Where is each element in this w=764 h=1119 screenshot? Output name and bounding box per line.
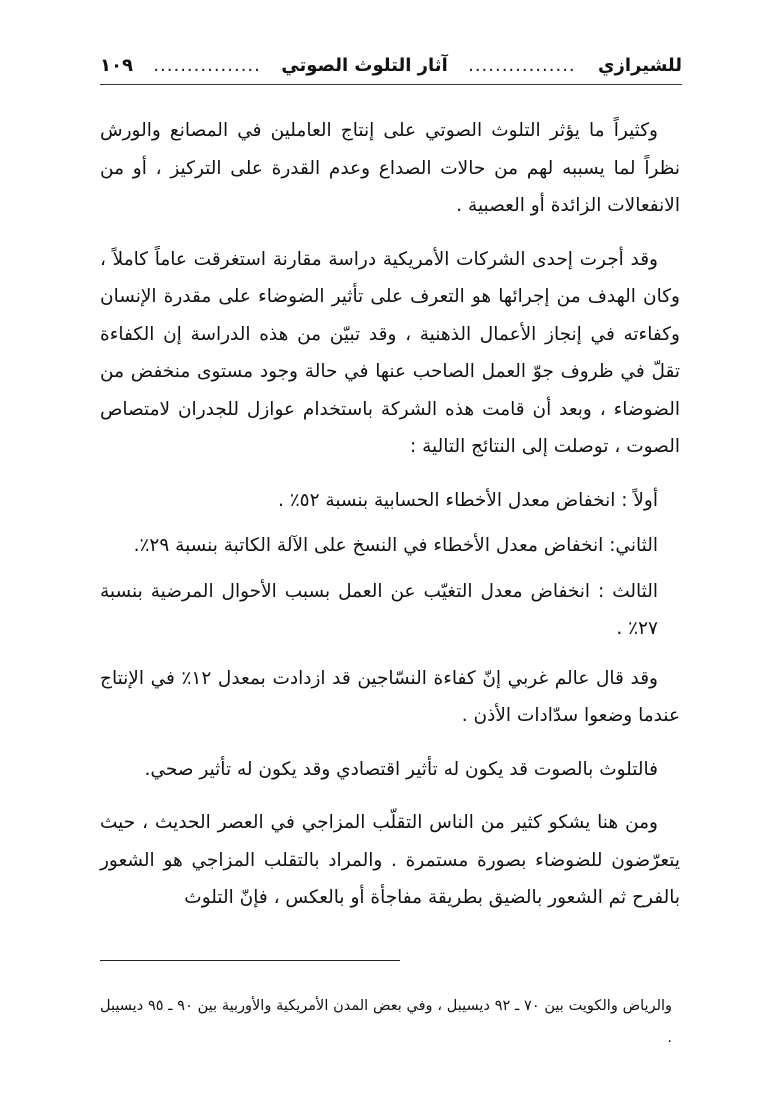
paragraph: وقد قال عالم غربي إنّ كفاءة النسّاجين قد ازدادت بمعدل ١٢٪ في الإنتاج عندما وضعوا سدّادات الأذن . bbox=[100, 667, 680, 726]
result-item: الثاني: انخفاض معدل الأخطاء في النسخ على الآلة الكاتبة بنسبة ٢٩٪. bbox=[133, 535, 658, 556]
header-leader-dots: ................ bbox=[468, 54, 576, 76]
paragraph: وكثيراً ما يؤثر التلوث الصوتي على إنتاج العاملين في المصانع والورش نظراً لما يسببه لهم من حالات الصداع وعدم القدرة على التركيز ، أو من الانفعالات الزائدة أو العصبية . bbox=[100, 120, 680, 216]
header-rule bbox=[100, 84, 682, 85]
result-item: الثالث : انخفاض معدل التغيّب عن العمل بسبب الأحوال المرضية بنسبة ٢٧٪ . bbox=[100, 580, 658, 639]
header-author: للشيرازي bbox=[598, 54, 682, 76]
body-text bbox=[100, 112, 680, 933]
paragraph: وقد أجرت إحدى الشركات الأمريكية دراسة مقارنة استغرقت عاماً كاملاً ، وكان الهدف من إجرائها هو التعرف على تأثير الضوضاء على مقدرة الإنسان وكفاءته في إنجاز الأعمال الذهنية ، وقد تبيّن من هذه الدراسة إن الكفاءة تقلّ في ظروف جوّ العمل الصاحب عنها في حالة وجود مستوى منخفض من الضوضاء ، وبعد أن قامت هذه الشركة باستخدام عوازل للجدران لامتصاص الصوت ، توصلت إلى النتائج التالية : bbox=[100, 248, 680, 457]
footnote-rule bbox=[100, 960, 400, 961]
footnote: والرياض والكويت بين ٧٠ ـ ٩٢ ديسيبل ، وفي بعض المدن الأمريكية والأوربية بين ٩٠ ـ ٩٥ ديسيبل . bbox=[100, 998, 673, 1046]
header-title: آثار التلوث الصوتي bbox=[281, 54, 448, 76]
running-header bbox=[100, 48, 682, 82]
header-leader-dots: ................ bbox=[153, 54, 261, 76]
paragraph: فالتلوث بالصوت قد يكون له تأثير اقتصادي وقد يكون له تأثير صحي. bbox=[144, 758, 658, 780]
result-item: أولاً : انخفاض معدل الأخطاء الحسابية بنسبة ٥٢٪ . bbox=[277, 489, 658, 511]
page-number: ١٠٩ bbox=[100, 54, 133, 76]
paragraph: ومن هنا يشكو كثير من الناس التقلّب المزاجي في العصر الحديث ، حيث يتعرّضون للضوضاء بصورة مستمرة . والمراد بالتقلب المزاجي هو الشعور بالفرح ثم الشعور بالضيق بطريقة مفاجأة أو بالعكس ، فإنّ التلوث bbox=[100, 812, 680, 908]
